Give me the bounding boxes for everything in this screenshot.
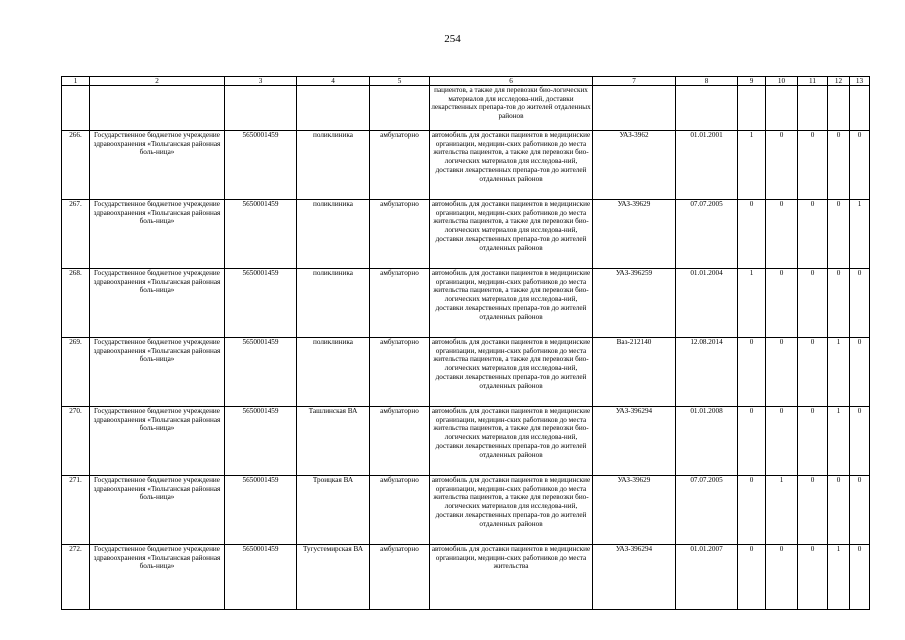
- mode-cell: амбулаторно: [370, 131, 430, 200]
- count-cell: 0: [828, 476, 850, 545]
- unit-cell: Троицкая ВА: [297, 476, 370, 545]
- unit-cell: поликлиника: [297, 338, 370, 407]
- inn-cell: 5650001459: [225, 545, 297, 610]
- column-header: 1: [62, 77, 90, 86]
- mode-cell: амбулаторно: [370, 200, 430, 269]
- count-cell: 0: [850, 407, 870, 476]
- row-number: 269.: [62, 338, 90, 407]
- column-header: 5: [370, 77, 430, 86]
- count-cell: 0: [798, 407, 828, 476]
- date-cell: 01.01.2007: [676, 545, 738, 610]
- count-cell: 0: [850, 545, 870, 610]
- table-row: [62, 269, 870, 338]
- organization-cell: Государственное бюджетное учреждение здравоохранения «Тюльганская районная боль-ница»: [90, 476, 225, 545]
- organization-cell: Государственное бюджетное учреждение здравоохранения «Тюльганская районная боль-ница»: [90, 338, 225, 407]
- row-number: 271.: [62, 476, 90, 545]
- column-header: 9: [738, 77, 766, 86]
- purpose-cell: пациентов, а также для перевозки био-логических материалов для исследова-ний, доставки лекарственных препара-тов до жителей отдаленных районов: [430, 86, 593, 131]
- count-cell: 0: [850, 476, 870, 545]
- purpose-cell: автомобиль для доставки пациентов в медицинские организации, медицин-ских работников до места жительства: [430, 545, 593, 610]
- column-header: 13: [850, 77, 870, 86]
- unit-cell: поликлиника: [297, 269, 370, 338]
- count-cell: 0: [798, 269, 828, 338]
- date-cell: 12.08.2014: [676, 338, 738, 407]
- unit-cell: поликлиника: [297, 200, 370, 269]
- organization-cell: Государственное бюджетное учреждение здравоохранения «Тюльганская районная боль-ница»: [90, 200, 225, 269]
- column-header: 10: [766, 77, 798, 86]
- column-header: 12: [828, 77, 850, 86]
- model-cell: УАЗ-396294: [593, 545, 676, 610]
- date-cell: 07.07.2005: [676, 200, 738, 269]
- model-cell: УАЗ-3962: [593, 131, 676, 200]
- count-cell: 0: [798, 200, 828, 269]
- table-row: [62, 407, 870, 476]
- vehicle-registry-table: [61, 76, 870, 610]
- inn-cell: 5650001459: [225, 269, 297, 338]
- mode-cell: амбулаторно: [370, 476, 430, 545]
- count-cell: 0: [798, 338, 828, 407]
- inn-cell: 5650001459: [225, 200, 297, 269]
- model-cell: УАЗ-396294: [593, 407, 676, 476]
- page-number: 254: [444, 33, 461, 45]
- mode-cell: амбулаторно: [370, 269, 430, 338]
- purpose-cell: автомобиль для доставки пациентов в медицинские организации, медицин-ских работников до места жительства пациентов, а также для перевозки био-логических материалов для исследова-ний, доставки лекарственных препара-тов до жителей отдаленных районов: [430, 131, 593, 200]
- count-cell: 0: [828, 131, 850, 200]
- inn-cell: 5650001459: [225, 407, 297, 476]
- count-cell: 0: [766, 407, 798, 476]
- date-cell: 01.01.2004: [676, 269, 738, 338]
- count-cell: 0: [828, 269, 850, 338]
- count-cell: 0: [850, 338, 870, 407]
- table-row: [62, 338, 870, 407]
- purpose-cell: автомобиль для доставки пациентов в медицинские организации, медицин-ских работников до места жительства пациентов, а также для перевозки био-логических материалов для исследова-ний, доставки лекарственных препара-тов до жителей отдаленных районов: [430, 407, 593, 476]
- purpose-cell: автомобиль для доставки пациентов в медицинские организации, медицин-ских работников до места жительства пациентов, а также для перевозки био-логических материалов для исследова-ний, доставки лекарственных препара-тов до жителей отдаленных районов: [430, 200, 593, 269]
- column-header: 8: [676, 77, 738, 86]
- count-cell: 0: [798, 131, 828, 200]
- count-cell: 0: [798, 476, 828, 545]
- count-cell: 0: [798, 545, 828, 610]
- purpose-cell: автомобиль для доставки пациентов в медицинские организации, медицин-ских работников до места жительства пациентов, а также для перевозки био-логических материалов для исследова-ний, доставки лекарственных препара-тов до жителей отдаленных районов: [430, 476, 593, 545]
- organization-cell: Государственное бюджетное учреждение здравоохранения «Тюльганская районная боль-ница»: [90, 131, 225, 200]
- count-cell: 0: [766, 338, 798, 407]
- inn-cell: 5650001459: [225, 131, 297, 200]
- count-cell: 1: [828, 338, 850, 407]
- count-cell: 0: [738, 545, 766, 610]
- count-cell: 1: [828, 407, 850, 476]
- count-cell: 0: [738, 200, 766, 269]
- column-header: 6: [430, 77, 593, 86]
- table-row: [62, 200, 870, 269]
- model-cell: УАЗ-39629: [593, 476, 676, 545]
- row-number: 268.: [62, 269, 90, 338]
- row-number: 266.: [62, 131, 90, 200]
- date-cell: 01.01.2008: [676, 407, 738, 476]
- purpose-cell: автомобиль для доставки пациентов в медицинские организации, медицин-ских работников до места жительства пациентов, а также для перевозки био-логических материалов для исследова-ний, доставки лекарственных препара-тов до жителей отдаленных районов: [430, 338, 593, 407]
- model-cell: Ваз-212140: [593, 338, 676, 407]
- column-header: 3: [225, 77, 297, 86]
- model-cell: УАЗ-39629: [593, 200, 676, 269]
- column-number-header: [62, 77, 870, 86]
- column-header: 2: [90, 77, 225, 86]
- unit-cell: Тугустемирская ВА: [297, 545, 370, 610]
- organization-cell: Государственное бюджетное учреждение здравоохранения «Тюльганская районная боль-ница»: [90, 407, 225, 476]
- count-cell: 0: [738, 476, 766, 545]
- date-cell: 07.07.2005: [676, 476, 738, 545]
- count-cell: 0: [850, 269, 870, 338]
- column-header: 7: [593, 77, 676, 86]
- unit-cell: Ташлинская ВА: [297, 407, 370, 476]
- count-cell: 0: [738, 407, 766, 476]
- count-cell: 0: [738, 338, 766, 407]
- count-cell: 0: [766, 200, 798, 269]
- row-number: 270.: [62, 407, 90, 476]
- inn-cell: 5650001459: [225, 338, 297, 407]
- column-header: 11: [798, 77, 828, 86]
- count-cell: 0: [766, 131, 798, 200]
- mode-cell: амбулаторно: [370, 407, 430, 476]
- inn-cell: 5650001459: [225, 476, 297, 545]
- count-cell: 0: [766, 545, 798, 610]
- count-cell: 1: [738, 131, 766, 200]
- table-row: [62, 131, 870, 200]
- row-number: 272.: [62, 545, 90, 610]
- organization-cell: Государственное бюджетное учреждение здравоохранения «Тюльганская районная боль-ница»: [90, 545, 225, 610]
- model-cell: УАЗ-396259: [593, 269, 676, 338]
- count-cell: 1: [766, 476, 798, 545]
- row-number: 267.: [62, 200, 90, 269]
- date-cell: 01.01.2001: [676, 131, 738, 200]
- count-cell: 1: [850, 200, 870, 269]
- count-cell: 1: [828, 545, 850, 610]
- organization-cell: Государственное бюджетное учреждение здравоохранения «Тюльганская районная боль-ница»: [90, 269, 225, 338]
- mode-cell: амбулаторно: [370, 545, 430, 610]
- purpose-cell: автомобиль для доставки пациентов в медицинские организации, медицин-ских работников до места жительства пациентов, а также для перевозки био-логических материалов для исследова-ний, доставки лекарственных препара-тов до жителей отдаленных районов: [430, 269, 593, 338]
- mode-cell: амбулаторно: [370, 338, 430, 407]
- table-row: [62, 545, 870, 610]
- count-cell: 1: [738, 269, 766, 338]
- count-cell: 0: [828, 200, 850, 269]
- count-cell: 0: [850, 131, 870, 200]
- column-header: 4: [297, 77, 370, 86]
- count-cell: 0: [766, 269, 798, 338]
- table-row: [62, 476, 870, 545]
- continuation-row: [62, 86, 870, 131]
- unit-cell: поликлиника: [297, 131, 370, 200]
